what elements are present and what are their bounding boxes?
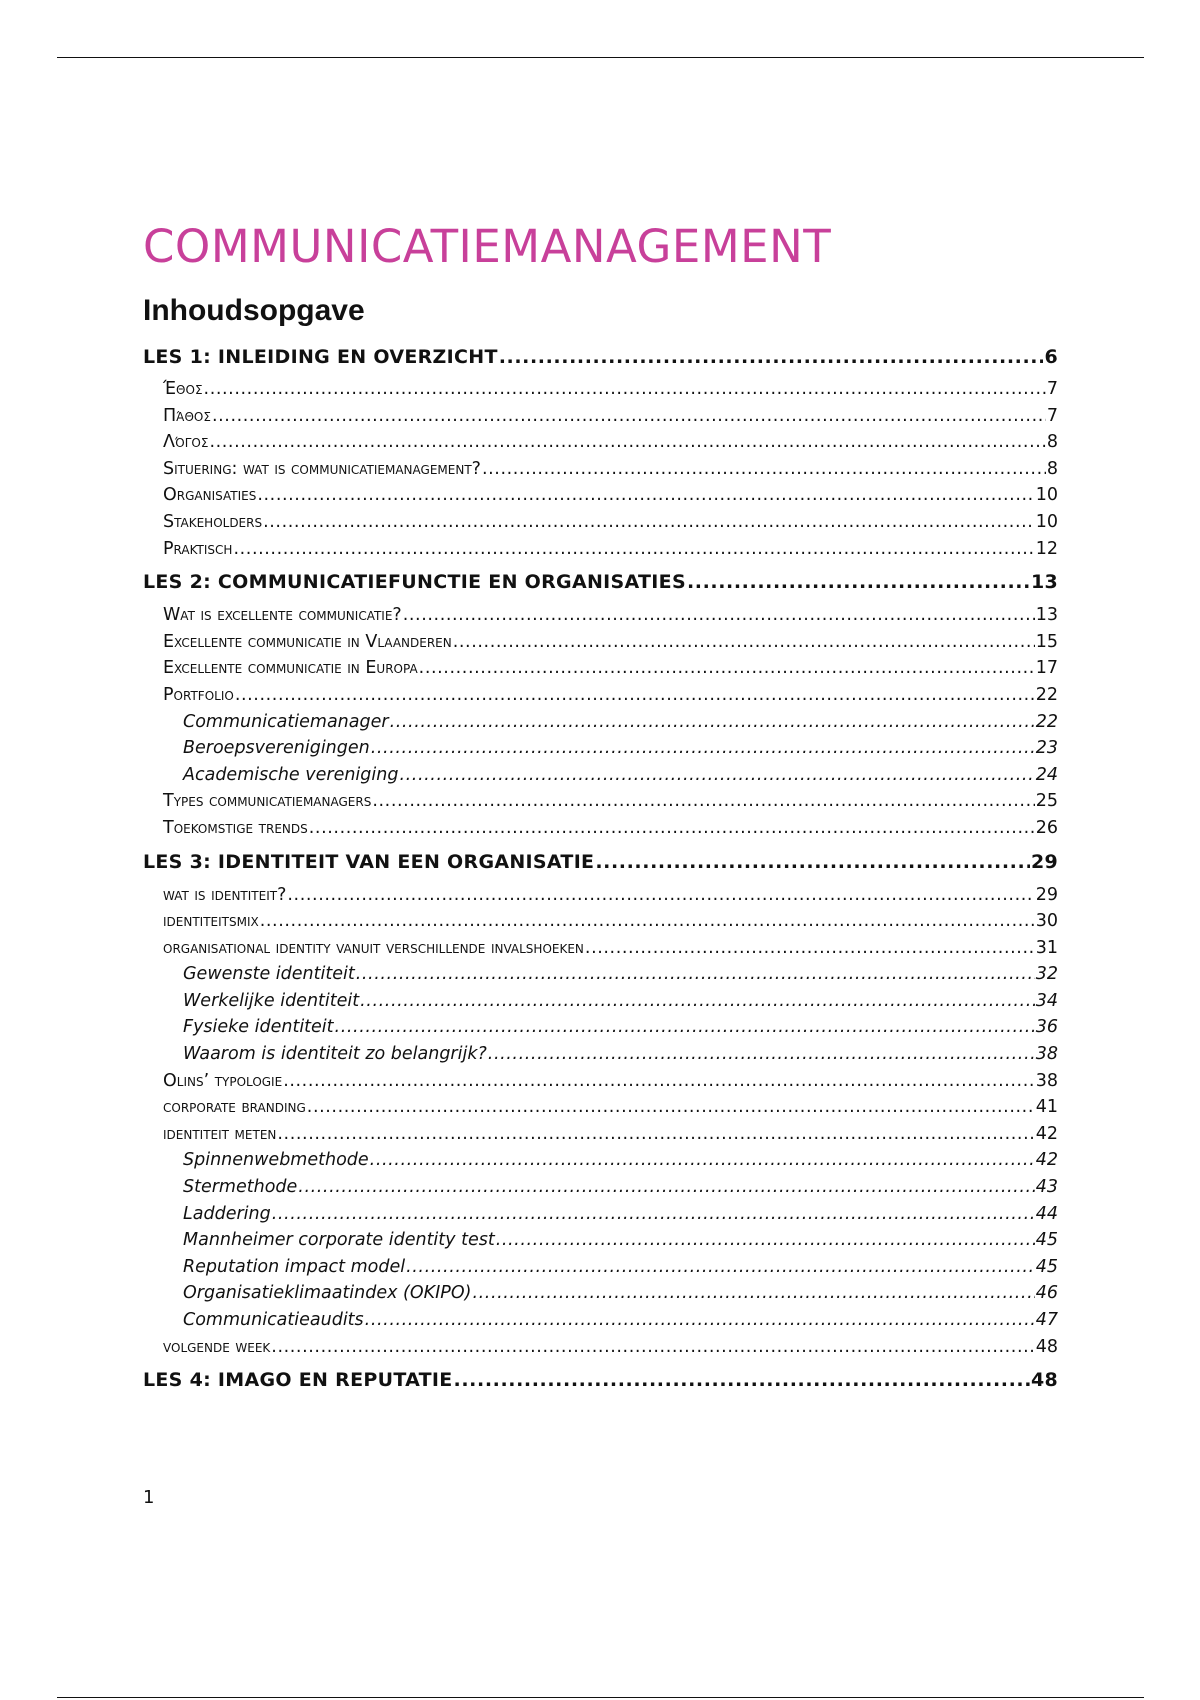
toc-entry-title: LES 1: INLEIDING EN OVERZICHT xyxy=(143,346,498,368)
toc-dot-leader xyxy=(372,788,1034,815)
toc-entry-level-3[interactable] xyxy=(143,1227,1058,1254)
toc-entry-page: 10 xyxy=(1035,511,1058,532)
toc-dot-leader xyxy=(595,842,1030,882)
toc-entry-title: Types communicatiemanagers xyxy=(163,791,372,812)
toc-entry-page: 31 xyxy=(1035,937,1058,958)
toc-entry-page: 13 xyxy=(1035,605,1058,626)
toc-dot-leader xyxy=(233,536,1034,563)
toc-entry-title: wat is identiteit? xyxy=(163,884,287,905)
toc-entry-page: 42 xyxy=(1035,1150,1058,1171)
header-rule xyxy=(57,57,1144,58)
toc-dot-leader xyxy=(271,1334,1034,1361)
toc-entry-title: corporate branding xyxy=(163,1097,306,1118)
toc-entry-title: Έθος xyxy=(163,379,203,399)
toc-entry-level-3[interactable] xyxy=(143,961,1058,988)
toc-entry-title: Reputation impact model xyxy=(183,1256,406,1277)
toc-entry-level-2[interactable] xyxy=(143,935,1058,962)
toc-dot-leader xyxy=(307,1094,1035,1121)
toc-entry-level-3[interactable] xyxy=(143,1307,1058,1334)
toc-entry-title: Situering: wat is communicatiemanagement? xyxy=(163,458,481,479)
toc-entry-level-2[interactable] xyxy=(143,1094,1058,1121)
toc-entry-level-2[interactable] xyxy=(143,536,1058,563)
footer-rule xyxy=(57,1697,1144,1698)
toc-entry-title: Fysieke identiteit xyxy=(183,1017,334,1038)
toc-entry-level-2[interactable] xyxy=(143,602,1058,629)
toc-entry-title: Πάθος xyxy=(163,405,211,426)
toc-dot-leader xyxy=(360,988,1035,1015)
toc-entry-level-3[interactable] xyxy=(143,1147,1058,1174)
toc-entry-page: 26 xyxy=(1035,817,1058,838)
toc-entry-level-2[interactable] xyxy=(143,882,1058,909)
toc-entry-title: Organisaties xyxy=(163,485,257,506)
toc-entry-level-3[interactable] xyxy=(143,988,1058,1015)
toc-entry-page: 42 xyxy=(1035,1123,1058,1144)
toc-entry-page: 7 xyxy=(1046,405,1058,426)
toc-entry-title: Communicatiemanager xyxy=(183,711,389,732)
toc-dot-leader xyxy=(585,935,1035,962)
toc-entry-title: Werkelijke identiteit xyxy=(183,990,360,1011)
toc-entry-title: organisational identity vanuit verschillende invalshoeken xyxy=(163,937,584,958)
toc-entry-page: 34 xyxy=(1035,990,1058,1011)
toc-entry-level-3[interactable] xyxy=(143,1174,1058,1201)
toc-entry-level-2[interactable] xyxy=(143,629,1058,656)
toc-entry-page: 38 xyxy=(1035,1044,1058,1065)
toc-entry-level-1[interactable] xyxy=(143,562,1058,602)
toc-entry-page: 46 xyxy=(1035,1283,1058,1304)
toc-dot-leader xyxy=(390,709,1035,736)
toc-dot-leader xyxy=(488,1041,1035,1068)
toc-entry-title: Communicatieaudits xyxy=(183,1310,364,1330)
toc-entry-page: 29 xyxy=(1030,850,1058,873)
toc-entry-title: Toekomstige trends xyxy=(163,817,308,838)
toc-entry-page: 36 xyxy=(1035,1017,1058,1038)
toc-entry-level-3[interactable] xyxy=(143,1280,1058,1307)
toc-entry-page: 23 xyxy=(1035,738,1058,759)
toc-heading: Inhoudsopgave xyxy=(143,294,365,327)
toc-entry-title: Wat is excellente communicatie? xyxy=(163,605,402,626)
toc-dot-leader xyxy=(499,340,1044,374)
toc-dot-leader xyxy=(406,1254,1035,1281)
toc-dot-leader xyxy=(453,629,1035,656)
toc-entry-page: 13 xyxy=(1030,571,1058,594)
toc-dot-leader xyxy=(399,762,1034,789)
toc-entry-title: LES 4: IMAGO EN REPUTATIE xyxy=(143,1369,453,1392)
toc-entry-title: identiteitsmix xyxy=(163,911,259,932)
toc-entry-page: 22 xyxy=(1035,684,1058,705)
toc-entry-level-3[interactable] xyxy=(143,1254,1058,1281)
table-of-contents xyxy=(143,340,1058,1400)
toc-dot-leader xyxy=(370,1147,1035,1174)
toc-dot-leader xyxy=(482,456,1046,483)
toc-entry-page: 7 xyxy=(1046,379,1058,399)
toc-entry-title: Praktisch xyxy=(163,538,233,559)
toc-dot-leader xyxy=(419,655,1035,682)
toc-entry-title: Mannheimer corporate identity test xyxy=(183,1230,495,1251)
toc-entry-level-1[interactable] xyxy=(143,1360,1058,1400)
toc-dot-leader xyxy=(235,682,1035,709)
toc-entry-title: LES 2: COMMUNICATIEFUNCTIE EN ORGANISATIES xyxy=(143,571,686,594)
toc-entry-level-3[interactable] xyxy=(143,709,1058,736)
toc-entry-page: 10 xyxy=(1035,485,1058,506)
toc-entry-level-1[interactable] xyxy=(143,340,1058,376)
toc-dot-leader xyxy=(263,509,1035,536)
toc-dot-leader xyxy=(687,562,1030,602)
toc-dot-leader xyxy=(257,482,1034,509)
toc-entry-level-3[interactable] xyxy=(143,1041,1058,1068)
toc-entry-page: 32 xyxy=(1035,964,1058,985)
toc-entry-level-3[interactable] xyxy=(143,1201,1058,1228)
toc-dot-leader xyxy=(371,735,1035,762)
toc-entry-title: Beroepsverenigingen xyxy=(183,738,370,759)
toc-entry-page: 48 xyxy=(1030,1369,1058,1392)
toc-entry-level-2[interactable] xyxy=(143,482,1058,509)
toc-entry-level-3[interactable] xyxy=(143,735,1058,762)
document-body xyxy=(143,212,1058,1400)
toc-dot-leader xyxy=(287,882,1034,909)
toc-entry-level-2[interactable] xyxy=(143,376,1058,403)
toc-entry-title: Olins’ typologie xyxy=(163,1070,283,1091)
toc-entry-level-3[interactable] xyxy=(143,1014,1058,1041)
toc-dot-leader xyxy=(454,1360,1030,1400)
toc-entry-level-3[interactable] xyxy=(143,762,1058,789)
toc-dot-leader xyxy=(365,1307,1035,1334)
toc-dot-leader xyxy=(403,602,1035,629)
toc-entry-page: 12 xyxy=(1035,538,1058,559)
toc-entry-level-2[interactable] xyxy=(143,403,1058,430)
toc-dot-leader xyxy=(212,403,1046,430)
toc-entry-page: 45 xyxy=(1035,1256,1058,1277)
toc-entry-level-2[interactable] xyxy=(143,509,1058,536)
toc-dot-leader xyxy=(260,908,1035,935)
toc-entry-page: 6 xyxy=(1044,346,1058,368)
toc-entry-level-2[interactable] xyxy=(143,815,1058,842)
toc-entry-level-2[interactable] xyxy=(143,1334,1058,1361)
toc-entry-page: 8 xyxy=(1046,458,1058,479)
toc-entry-level-2[interactable] xyxy=(143,655,1058,682)
toc-dot-leader xyxy=(298,1174,1034,1201)
toc-entry-title: Excellente communicatie in Europa xyxy=(163,658,418,679)
toc-entry-title: Laddering xyxy=(183,1203,271,1224)
toc-entry-level-2[interactable] xyxy=(143,682,1058,709)
toc-entry-title: LES 3: IDENTITEIT VAN EEN ORGANISATIE xyxy=(143,850,595,873)
toc-entry-title: Gewenste identiteit xyxy=(183,964,355,985)
toc-entry-level-2[interactable] xyxy=(143,456,1058,483)
page-number: 1 xyxy=(143,1487,155,1508)
toc-entry-title: volgende week xyxy=(163,1336,271,1357)
toc-entry-level-2[interactable] xyxy=(143,429,1058,456)
toc-entry-level-2[interactable] xyxy=(143,788,1058,815)
toc-dot-leader xyxy=(272,1201,1035,1228)
toc-entry-title: Excellente communicatie in Vlaanderen xyxy=(163,631,452,652)
toc-entry-page: 47 xyxy=(1035,1310,1058,1330)
toc-dot-leader xyxy=(356,961,1035,988)
toc-dot-leader xyxy=(309,815,1035,842)
toc-entry-title: Academische vereniging xyxy=(183,764,399,785)
toc-entry-level-2[interactable] xyxy=(143,1121,1058,1148)
toc-entry-page: 30 xyxy=(1035,911,1058,932)
toc-entry-page: 17 xyxy=(1035,658,1058,679)
toc-entry-page: 15 xyxy=(1035,631,1058,652)
toc-entry-page: 29 xyxy=(1035,884,1058,905)
toc-entry-page: 25 xyxy=(1035,791,1058,812)
toc-entry-level-2[interactable] xyxy=(143,1068,1058,1095)
toc-dot-leader xyxy=(204,376,1046,403)
toc-entry-page: 22 xyxy=(1035,711,1058,732)
toc-dot-leader xyxy=(335,1014,1035,1041)
toc-entry-title: Stermethode xyxy=(183,1177,298,1198)
document-title: COMMUNICATIEMANAGEMENT xyxy=(143,220,832,273)
toc-entry-page: 41 xyxy=(1035,1097,1058,1118)
toc-entry-title: Stakeholders xyxy=(163,511,263,532)
toc-entry-page: 48 xyxy=(1035,1336,1058,1357)
toc-entry-page: 43 xyxy=(1035,1177,1058,1198)
toc-entry-page: 45 xyxy=(1035,1230,1058,1251)
toc-dot-leader xyxy=(496,1227,1035,1254)
toc-entry-page: 38 xyxy=(1035,1070,1058,1091)
toc-dot-leader xyxy=(209,429,1045,456)
toc-entry-level-1[interactable] xyxy=(143,842,1058,882)
toc-entry-title: Λόγος xyxy=(163,432,209,453)
toc-entry-page: 44 xyxy=(1035,1203,1058,1224)
toc-entry-title: Organisatieklimaatindex (OKIPO) xyxy=(183,1283,472,1304)
toc-dot-leader xyxy=(277,1121,1034,1148)
toc-entry-title: Spinnenwebmethode xyxy=(183,1150,369,1171)
toc-entry-level-2[interactable] xyxy=(143,908,1058,935)
toc-entry-title: Portfolio xyxy=(163,684,234,705)
toc-entry-page: 8 xyxy=(1046,432,1058,453)
toc-entry-title: identiteit meten xyxy=(163,1123,277,1144)
toc-entry-page: 24 xyxy=(1035,764,1058,785)
toc-dot-leader xyxy=(283,1068,1035,1095)
toc-dot-leader xyxy=(472,1280,1034,1307)
toc-entry-title: Waarom is identiteit zo belangrijk? xyxy=(183,1044,487,1065)
